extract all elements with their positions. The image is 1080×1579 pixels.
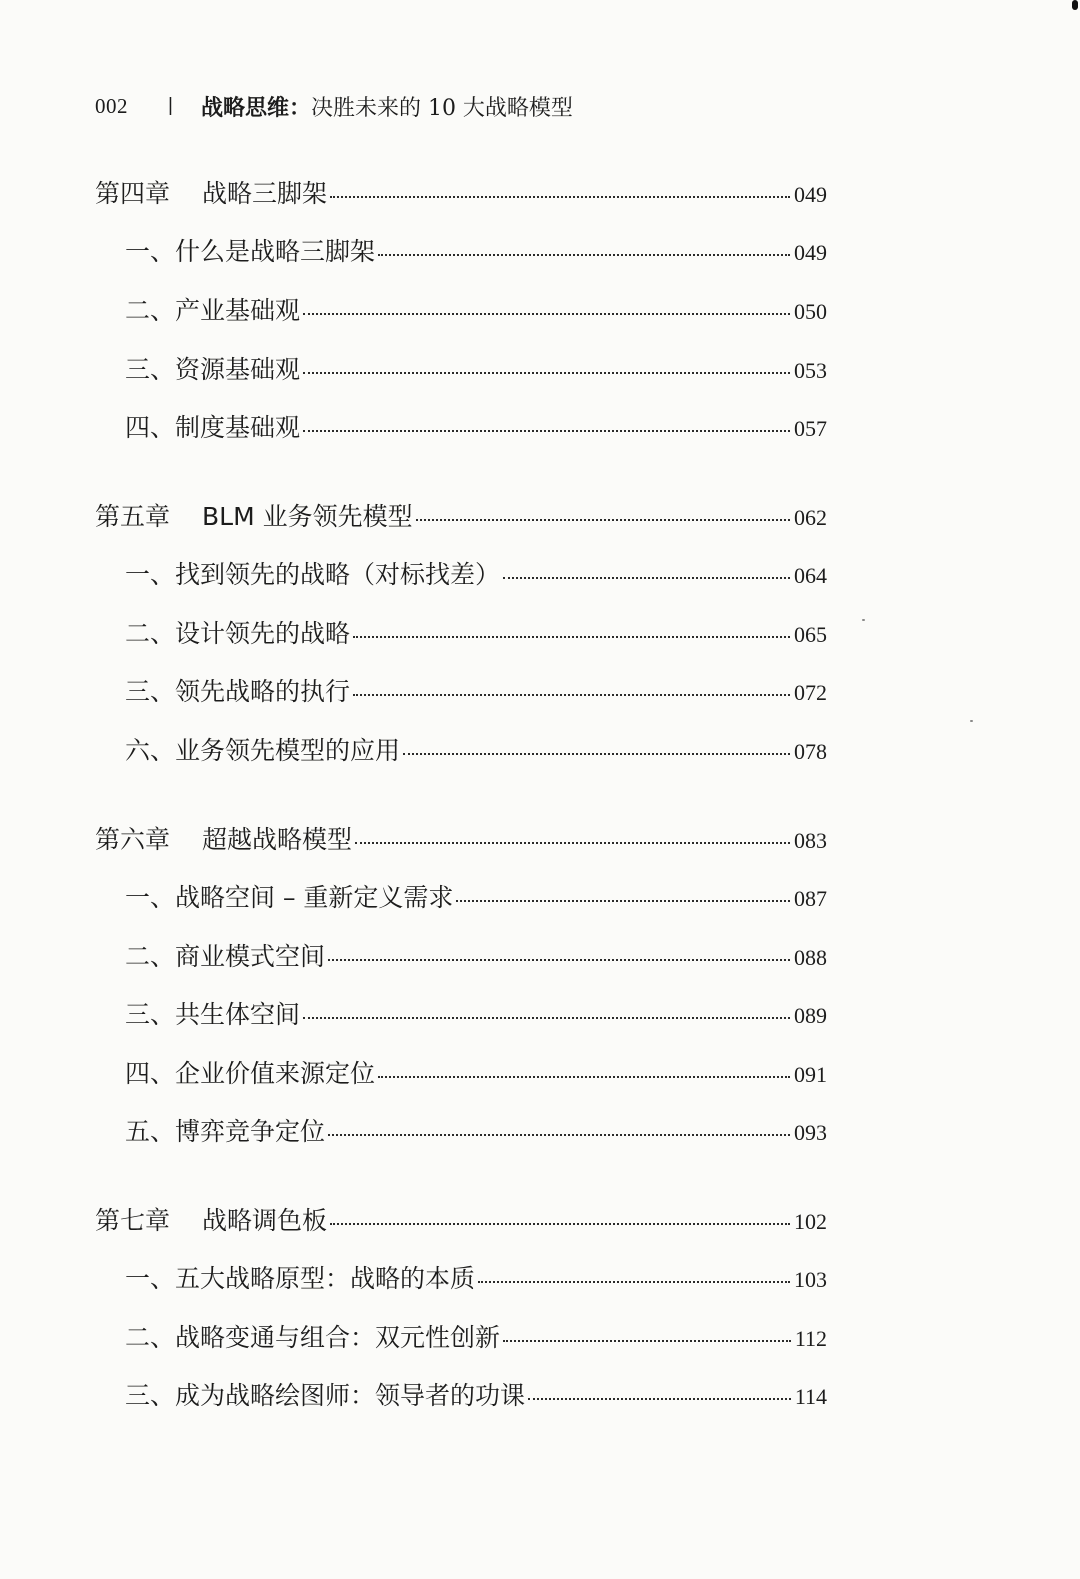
page-reference: 089	[794, 1003, 827, 1028]
chapter-label: 第七章	[95, 1206, 171, 1235]
page-reference: 083	[794, 828, 827, 853]
toc-section[interactable]	[125, 555, 827, 595]
chapter-title: 超越战略模型	[202, 825, 353, 854]
dot-leader	[378, 228, 790, 256]
page-reference: 088	[794, 945, 827, 970]
dot-leader	[528, 1372, 791, 1400]
chapter-title: BLM 业务领先模型	[202, 502, 413, 531]
page-reference: 112	[794, 1326, 827, 1351]
section-title: 五、博弈竞争定位	[125, 1117, 326, 1146]
dot-leader	[416, 493, 790, 521]
page-reference: 065	[794, 622, 827, 647]
toc-section[interactable]	[125, 614, 827, 654]
toc-chapter-5[interactable]	[95, 497, 827, 537]
dot-leader	[503, 551, 790, 579]
section-title: 三、资源基础观	[125, 355, 301, 384]
toc-chapter-4[interactable]	[95, 174, 827, 214]
dot-leader	[353, 668, 790, 696]
toc-section[interactable]	[125, 408, 827, 448]
dot-leader	[303, 404, 790, 432]
section-title: 二、产业基础观	[125, 296, 301, 325]
page-reference: 102	[794, 1209, 827, 1234]
toc-section[interactable]	[125, 1376, 827, 1416]
toc-section[interactable]	[125, 672, 827, 712]
chapter-title: 战略调色板	[202, 1206, 328, 1235]
toc-section[interactable]	[125, 1112, 827, 1152]
section-title: 四、企业价值来源定位	[125, 1059, 376, 1088]
dot-leader	[328, 933, 790, 961]
dot-leader	[330, 1197, 790, 1225]
dot-leader	[353, 610, 790, 638]
chapter-label: 第四章	[95, 179, 171, 208]
header-book-title-main: 战略思维：	[200, 95, 311, 121]
page-reference: 072	[794, 680, 827, 705]
dot-leader	[303, 991, 790, 1019]
section-title: 二、战略变通与组合：双元性创新	[125, 1323, 501, 1352]
toc-section[interactable]	[125, 995, 827, 1035]
section-title: 三、共生体空间	[125, 1000, 301, 1029]
chapter-title: 战略三脚架	[202, 179, 328, 208]
toc-section[interactable]	[125, 291, 827, 331]
section-title: 一、找到领先的战略（对标找差）	[125, 560, 501, 589]
page-reference: 091	[794, 1062, 827, 1087]
section-title: 一、五大战略原型：战略的本质	[125, 1264, 476, 1293]
page-reference: 078	[794, 739, 827, 764]
section-title: 二、商业模式空间	[125, 942, 326, 971]
toc-section[interactable]	[125, 1318, 827, 1358]
section-title: 三、成为战略绘图师：领导者的功课	[125, 1381, 526, 1410]
section-title: 一、什么是战略三脚架	[125, 237, 376, 266]
dot-leader	[478, 1255, 790, 1283]
header-book-title-subtitle: 决胜未来的 10 大战略模型	[310, 95, 573, 121]
chapter-label: 第五章	[95, 502, 171, 531]
page-reference: 049	[794, 182, 827, 207]
page-reference: 114	[794, 1384, 827, 1409]
section-title: 六、业务领先模型的应用	[125, 736, 401, 765]
header-page-number: 002	[95, 93, 128, 118]
toc-section[interactable]	[125, 1054, 827, 1094]
page-reference: 049	[794, 240, 827, 265]
dot-leader	[503, 1314, 791, 1342]
dot-leader	[328, 1108, 790, 1136]
dot-leader	[403, 727, 790, 755]
section-title: 四、制度基础观	[125, 413, 301, 442]
page-reference: 057	[794, 416, 827, 441]
dot-leader	[303, 287, 790, 315]
page-reference: 053	[794, 358, 827, 383]
toc-chapter-7[interactable]	[95, 1201, 827, 1241]
chapter-label: 第六章	[95, 825, 171, 854]
page-reference: 103	[794, 1267, 827, 1292]
toc-section[interactable]	[125, 731, 827, 771]
dot-leader	[355, 816, 790, 844]
dot-leader	[456, 874, 790, 902]
section-title: 二、设计领先的战略	[125, 619, 351, 648]
page-reference: 064	[794, 563, 827, 588]
section-title: 一、战略空间 – 重新定义需求	[125, 883, 454, 912]
toc-section[interactable]	[125, 937, 827, 977]
toc-chapter-6[interactable]	[95, 820, 827, 860]
page-reference: 093	[794, 1120, 827, 1145]
toc-section[interactable]	[125, 232, 827, 272]
dot-leader	[303, 346, 790, 374]
toc-section[interactable]	[125, 1259, 827, 1299]
toc-section[interactable]	[125, 878, 827, 918]
page-reference: 087	[794, 886, 827, 911]
toc-section[interactable]	[125, 350, 827, 390]
dot-leader	[330, 170, 790, 198]
header-divider: |	[168, 95, 173, 116]
section-title: 三、领先战略的执行	[125, 677, 351, 706]
page-reference: 050	[794, 299, 827, 324]
dot-leader	[378, 1050, 790, 1078]
page-reference: 062	[794, 505, 827, 530]
